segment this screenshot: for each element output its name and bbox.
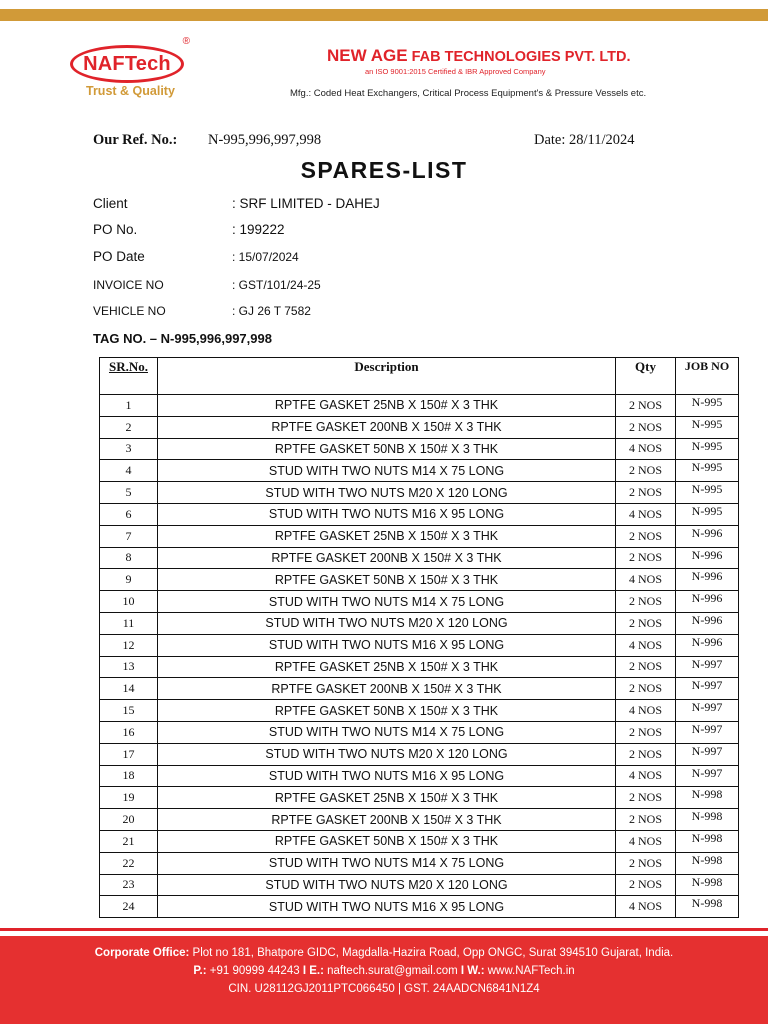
- client-label: Client: [93, 196, 128, 211]
- cell-description: RPTFE GASKET 50NB X 150# X 3 THK: [158, 830, 616, 852]
- date-label: Date:: [534, 132, 566, 148]
- cell-qty: 2 NOS: [616, 852, 676, 874]
- gst-number: GST. 24AADCN6841N1Z4: [404, 983, 540, 995]
- table-body: [100, 395, 739, 918]
- company-manufacturing: Mfg.: Coded Heat Exchangers, Critical Process Equipment's & Pressure Vessels etc.: [290, 88, 647, 99]
- cell-sr-no: 4: [100, 460, 158, 482]
- table-row: [100, 830, 739, 852]
- company-name-rest: FAB TECHNOLOGIES PVT. LTD.: [411, 49, 631, 65]
- cell-job-no: N-996: [676, 547, 739, 569]
- cell-sr-no: 11: [100, 612, 158, 634]
- cell-job-no: N-995: [676, 438, 739, 460]
- po-date-value: : 15/07/2024: [232, 250, 299, 264]
- cell-qty: 2 NOS: [616, 525, 676, 547]
- cell-job-no: N-998: [676, 809, 739, 831]
- po-value: : 199222: [232, 222, 285, 237]
- cell-description: STUD WITH TWO NUTS M14 X 75 LONG: [158, 852, 616, 874]
- table-row: [100, 809, 739, 831]
- cell-qty: 2 NOS: [616, 591, 676, 613]
- separator: |: [397, 983, 401, 995]
- table-row: [100, 634, 739, 656]
- table-row: [100, 416, 739, 438]
- po-date-label: PO Date: [93, 249, 145, 264]
- cell-qty: 4 NOS: [616, 503, 676, 525]
- cell-sr-no: 15: [100, 700, 158, 722]
- table-row: [100, 503, 739, 525]
- cell-qty: 4 NOS: [616, 700, 676, 722]
- cell-sr-no: 6: [100, 503, 158, 525]
- logo-text: NAFTech: [83, 52, 171, 75]
- table-row: [100, 852, 739, 874]
- invoice-value: : GST/101/24-25: [232, 278, 321, 292]
- office-address: Plot no 181, Bhatpore GIDC, Magdalla-Hazira Road, Opp ONGC, Surat 394510 Gujarat, India.: [192, 947, 674, 959]
- web-label: W.:: [467, 965, 485, 977]
- logo-oval: [70, 45, 184, 83]
- cell-sr-no: 21: [100, 830, 158, 852]
- cell-qty: 2 NOS: [616, 416, 676, 438]
- cell-description: STUD WITH TWO NUTS M20 X 120 LONG: [158, 482, 616, 504]
- footer-divider: [0, 928, 768, 931]
- cell-job-no: N-996: [676, 591, 739, 613]
- cell-qty: 4 NOS: [616, 765, 676, 787]
- table-row: [100, 896, 739, 918]
- cell-qty: 4 NOS: [616, 830, 676, 852]
- registered-mark: ®: [182, 36, 190, 47]
- footer-address-line: [0, 947, 768, 959]
- cell-qty: 2 NOS: [616, 656, 676, 678]
- table-row: [100, 612, 739, 634]
- cell-qty: 2 NOS: [616, 678, 676, 700]
- cell-qty: 2 NOS: [616, 547, 676, 569]
- cell-description: STUD WITH TWO NUTS M14 X 75 LONG: [158, 460, 616, 482]
- cell-description: RPTFE GASKET 25NB X 150# X 3 THK: [158, 395, 616, 417]
- vehicle-value: : GJ 26 T 7582: [232, 304, 311, 318]
- cell-qty: 2 NOS: [616, 787, 676, 809]
- table-row: [100, 547, 739, 569]
- reference-value: N-995,996,997,998: [208, 132, 322, 148]
- cell-sr-no: 16: [100, 721, 158, 743]
- company-logo: [70, 36, 190, 110]
- table-row: [100, 721, 739, 743]
- cell-job-no: N-996: [676, 612, 739, 634]
- cell-description: RPTFE GASKET 200NB X 150# X 3 THK: [158, 547, 616, 569]
- separator: I: [460, 965, 465, 977]
- cell-job-no: N-997: [676, 678, 739, 700]
- cell-description: STUD WITH TWO NUTS M20 X 120 LONG: [158, 612, 616, 634]
- cell-job-no: N-995: [676, 503, 739, 525]
- header-description: Description: [158, 358, 616, 395]
- cell-job-no: N-997: [676, 765, 739, 787]
- table-row: [100, 765, 739, 787]
- cell-qty: 4 NOS: [616, 569, 676, 591]
- table-row: [100, 656, 739, 678]
- cell-sr-no: 22: [100, 852, 158, 874]
- date-value: 28/11/2024: [569, 132, 635, 148]
- cell-qty: 2 NOS: [616, 874, 676, 896]
- header-job-no: JOB NO: [676, 358, 739, 395]
- cell-job-no: N-998: [676, 896, 739, 918]
- phone-number: +91 90999 44243: [209, 965, 300, 977]
- cell-qty: 2 NOS: [616, 460, 676, 482]
- footer: [0, 936, 768, 1024]
- table-row: [100, 395, 739, 417]
- cell-sr-no: 9: [100, 569, 158, 591]
- table-row: [100, 525, 739, 547]
- client-value: : SRF LIMITED - DAHEJ: [232, 196, 380, 211]
- cell-job-no: N-997: [676, 656, 739, 678]
- table-row: [100, 482, 739, 504]
- company-name: [327, 46, 630, 66]
- cell-sr-no: 5: [100, 482, 158, 504]
- table-row: [100, 787, 739, 809]
- cell-sr-no: 20: [100, 809, 158, 831]
- cell-description: RPTFE GASKET 200NB X 150# X 3 THK: [158, 678, 616, 700]
- cell-qty: 4 NOS: [616, 438, 676, 460]
- cell-sr-no: 24: [100, 896, 158, 918]
- cell-job-no: N-996: [676, 569, 739, 591]
- document-title: SPARES-LIST: [300, 157, 468, 183]
- po-label: PO No.: [93, 222, 138, 237]
- cell-sr-no: 13: [100, 656, 158, 678]
- cell-description: STUD WITH TWO NUTS M14 X 75 LONG: [158, 591, 616, 613]
- cell-qty: 4 NOS: [616, 634, 676, 656]
- table-row: [100, 438, 739, 460]
- cell-sr-no: 8: [100, 547, 158, 569]
- website: www.NAFTech.in: [487, 965, 575, 977]
- cell-description: RPTFE GASKET 50NB X 150# X 3 THK: [158, 700, 616, 722]
- cell-job-no: N-998: [676, 852, 739, 874]
- invoice-label: INVOICE NO: [93, 278, 164, 292]
- separator: I: [302, 965, 307, 977]
- cell-job-no: N-996: [676, 634, 739, 656]
- cell-qty: 4 NOS: [616, 896, 676, 918]
- phone-label: P.:: [193, 965, 207, 977]
- cell-description: STUD WITH TWO NUTS M20 X 120 LONG: [158, 874, 616, 896]
- table-row: [100, 591, 739, 613]
- tag-number-line: TAG NO. – N-995,996,997,998: [93, 331, 272, 346]
- table-row: [100, 874, 739, 896]
- cell-sr-no: 10: [100, 591, 158, 613]
- cell-sr-no: 12: [100, 634, 158, 656]
- cell-sr-no: 19: [100, 787, 158, 809]
- cell-job-no: N-995: [676, 482, 739, 504]
- date-block: [534, 132, 635, 149]
- table-row: [100, 743, 739, 765]
- cell-description: RPTFE GASKET 25NB X 150# X 3 THK: [158, 656, 616, 678]
- email-label: E.:: [309, 965, 324, 977]
- footer-contact-line: [0, 965, 768, 977]
- table-row: [100, 678, 739, 700]
- table-row: [100, 569, 739, 591]
- cell-job-no: N-996: [676, 525, 739, 547]
- cell-job-no: N-995: [676, 395, 739, 417]
- vehicle-label: VEHICLE NO: [93, 304, 166, 318]
- cell-description: STUD WITH TWO NUTS M16 X 95 LONG: [158, 634, 616, 656]
- company-name-prefix: NEW AGE: [327, 46, 408, 65]
- cell-description: STUD WITH TWO NUTS M20 X 120 LONG: [158, 743, 616, 765]
- cell-qty: 2 NOS: [616, 743, 676, 765]
- cell-description: RPTFE GASKET 25NB X 150# X 3 THK: [158, 787, 616, 809]
- cell-sr-no: 7: [100, 525, 158, 547]
- top-accent-bar: [0, 9, 768, 21]
- cell-description: RPTFE GASKET 200NB X 150# X 3 THK: [158, 416, 616, 438]
- cell-description: RPTFE GASKET 50NB X 150# X 3 THK: [158, 569, 616, 591]
- cell-job-no: N-997: [676, 721, 739, 743]
- cell-description: STUD WITH TWO NUTS M14 X 75 LONG: [158, 721, 616, 743]
- cell-sr-no: 18: [100, 765, 158, 787]
- cell-sr-no: 2: [100, 416, 158, 438]
- cell-job-no: N-998: [676, 830, 739, 852]
- cell-sr-no: 3: [100, 438, 158, 460]
- table-header-row: [100, 358, 739, 395]
- table-row: [100, 700, 739, 722]
- cell-job-no: N-997: [676, 700, 739, 722]
- cell-description: RPTFE GASKET 200NB X 150# X 3 THK: [158, 809, 616, 831]
- cell-job-no: N-995: [676, 416, 739, 438]
- cell-sr-no: 14: [100, 678, 158, 700]
- cell-job-no: N-995: [676, 460, 739, 482]
- cell-qty: 2 NOS: [616, 721, 676, 743]
- spares-table: [99, 357, 739, 918]
- cell-qty: 2 NOS: [616, 612, 676, 634]
- cell-description: STUD WITH TWO NUTS M16 X 95 LONG: [158, 896, 616, 918]
- cell-description: STUD WITH TWO NUTS M16 X 95 LONG: [158, 765, 616, 787]
- header-qty: Qty: [616, 358, 676, 395]
- cell-job-no: N-998: [676, 787, 739, 809]
- email-address: naftech.surat@gmail.com: [327, 965, 458, 977]
- cell-qty: 2 NOS: [616, 395, 676, 417]
- cell-sr-no: 17: [100, 743, 158, 765]
- cin-number: CIN. U28112GJ2011PTC066450: [228, 983, 395, 995]
- company-certification: an ISO 9001:2015 Certified & IBR Approved Company: [365, 67, 546, 76]
- footer-registration-line: [0, 983, 768, 995]
- logo-tagline: Trust & Quality: [86, 84, 175, 98]
- cell-qty: 2 NOS: [616, 809, 676, 831]
- cell-qty: 2 NOS: [616, 482, 676, 504]
- cell-description: RPTFE GASKET 50NB X 150# X 3 THK: [158, 438, 616, 460]
- cell-sr-no: 1: [100, 395, 158, 417]
- cell-sr-no: 23: [100, 874, 158, 896]
- cell-description: RPTFE GASKET 25NB X 150# X 3 THK: [158, 525, 616, 547]
- reference-label: Our Ref. No.:: [93, 132, 178, 148]
- cell-job-no: N-997: [676, 743, 739, 765]
- cell-job-no: N-998: [676, 874, 739, 896]
- header-sr-no: SR.No.: [100, 358, 158, 395]
- table-row: [100, 460, 739, 482]
- cell-description: STUD WITH TWO NUTS M16 X 95 LONG: [158, 503, 616, 525]
- office-label: Corporate Office:: [94, 947, 190, 959]
